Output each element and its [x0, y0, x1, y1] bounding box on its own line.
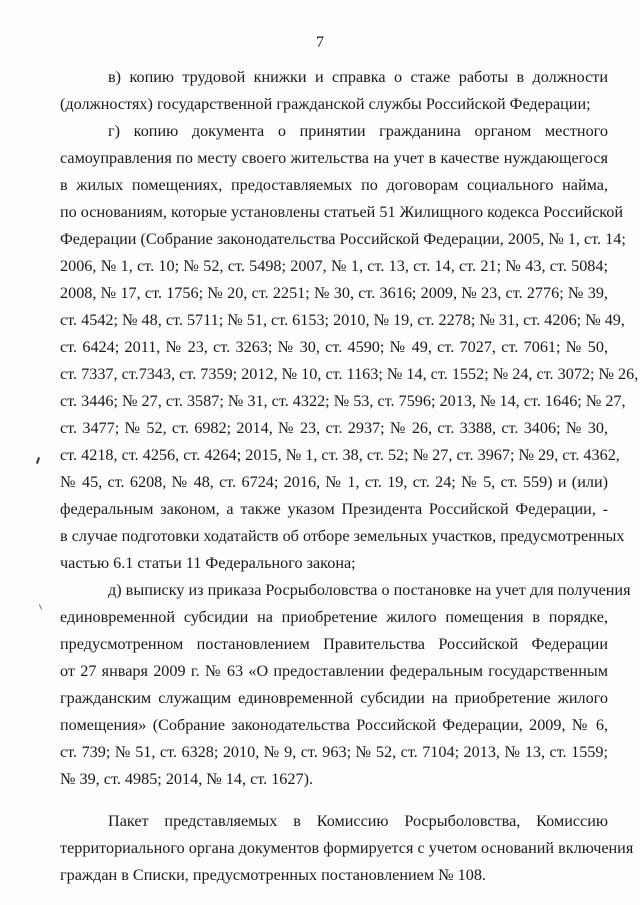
scan-mark: [36, 457, 40, 464]
paragraph-g-line-15: федеральным законом, а также указом Президента Российской Федерации, -: [60, 500, 608, 518]
final-paragraph-line-2: территориального органа документов формируется с учетом оснований включения: [60, 839, 634, 857]
paragraph-g-line-12: ст. 3477; № 52, ст. 6982; 2014, № 23, ст. 2937; № 26, ст. 3388, ст. 3406; № 30,: [60, 419, 608, 437]
paragraph-d-line-4: от 27 января 2009 г. № 63 «О предоставлении федеральным государственным: [60, 662, 608, 680]
paragraph-g-line-8: ст. 4542; № 48, ст. 5711; № 51, ст. 6153; 2010, № 19, ст. 2278; № 31, ст. 4206; № 49,: [60, 311, 625, 329]
paragraph-g-line-2: самоуправления по месту своего жительства на учет в качестве нуждающегося: [60, 149, 608, 167]
paragraph-d-line-5: гражданским служащим единовременной субсидии на приобретение жилого: [60, 689, 608, 707]
paragraph-d-line-8: № 39, ст. 4985; 2014, № 14, ст. 1627).: [60, 770, 314, 788]
paragraph-g-line-17: частью 6.1 статьи 11 Федерального закона;: [60, 554, 356, 572]
paragraph-d-line-2: единовременной субсидии на приобретение жилого помещения в порядке,: [60, 608, 608, 626]
paragraph-g-line-7: 2008, № 17, ст. 1756; № 20, ст. 2251; № 30, ст. 3616; 2009, № 23, ст. 2776; № 39,: [60, 284, 608, 302]
paragraph-d-line-6: помещения» (Собрание законодательства Российской Федерации, 2009, № 6,: [60, 716, 608, 734]
scan-mark: [39, 604, 42, 610]
paragraph-d-line-1: д) выписку из приказа Росрыболовства о постановке на учет для получения: [108, 581, 631, 599]
paragraph-g-line-11: ст. 3446; № 27, ст. 3587; № 31, ст. 4322; № 53, ст. 7596; 2013, № 14, ст. 1646; № 27,: [60, 392, 626, 410]
paragraph-g-line-3: в жилых помещениях, предоставляемых по договорам социального найма,: [60, 176, 608, 194]
paragraph-g-line-6: 2006, № 1, ст. 10; № 52, ст. 5498; 2007, № 1, ст. 13, ст. 14, ст. 21; № 43, ст. 5084;: [60, 257, 608, 275]
paragraph-g-line-5: Федерации (Собрание законодательства Российской Федерации, 2005, № 1, ст. 14;: [60, 230, 626, 248]
final-paragraph-line-3: граждан в Списки, предусмотренных постановлением № 108.: [60, 866, 486, 884]
final-paragraph-line-1: Пакет представляемых в Комиссию Росрыболовства, Комиссию: [108, 812, 608, 830]
paragraph-g-line-9: ст. 6424; 2011, № 23, ст. 3263; № 30, ст. 4590; № 49, ст. 7027, ст. 7061; № 50,: [60, 338, 608, 356]
paragraph-g-line-13: ст. 4218, ст. 4256, ст. 4264; 2015, № 1, ст. 38, ст. 52; № 27, ст. 3967; № 29, ст. 4362,: [60, 446, 620, 464]
paragraph-v-line-2: (должностях) государственной гражданской службы Российской Федерации;: [60, 95, 591, 113]
paragraph-v-line-1: в) копию трудовой книжки и справка о стаже работы в должности: [108, 68, 608, 86]
paragraph-g-line-14: № 45, ст. 6208, № 48, ст. 6724; 2016, № 1, ст. 19, ст. 24; № 5, ст. 559) и (или): [60, 473, 608, 491]
paragraph-g-line-1: г) копию документа о принятии гражданина органом местного: [108, 122, 608, 140]
paragraph-g-line-4: по основаниям, которые установлены статьей 51 Жилищного кодекса Российской: [60, 203, 624, 221]
paragraph-d-line-7: ст. 739; № 51, ст. 6328; 2010, № 9, ст. 963; № 52, ст. 7104; 2013, № 13, ст. 1559;: [60, 743, 608, 761]
paragraph-g-line-10: ст. 7337, ст.7343, ст. 7359; 2012, № 10, ст. 1163; № 14, ст. 1552; № 24, ст. 3072; № 26,: [60, 365, 639, 383]
page-number: 7: [316, 34, 324, 51]
paragraph-d-line-3: предусмотренном постановлением Правительства Российской Федерации: [60, 635, 608, 653]
paragraph-g-line-16: в случае подготовки ходатайств об отборе земельных участков, предусмотренных: [60, 527, 625, 545]
